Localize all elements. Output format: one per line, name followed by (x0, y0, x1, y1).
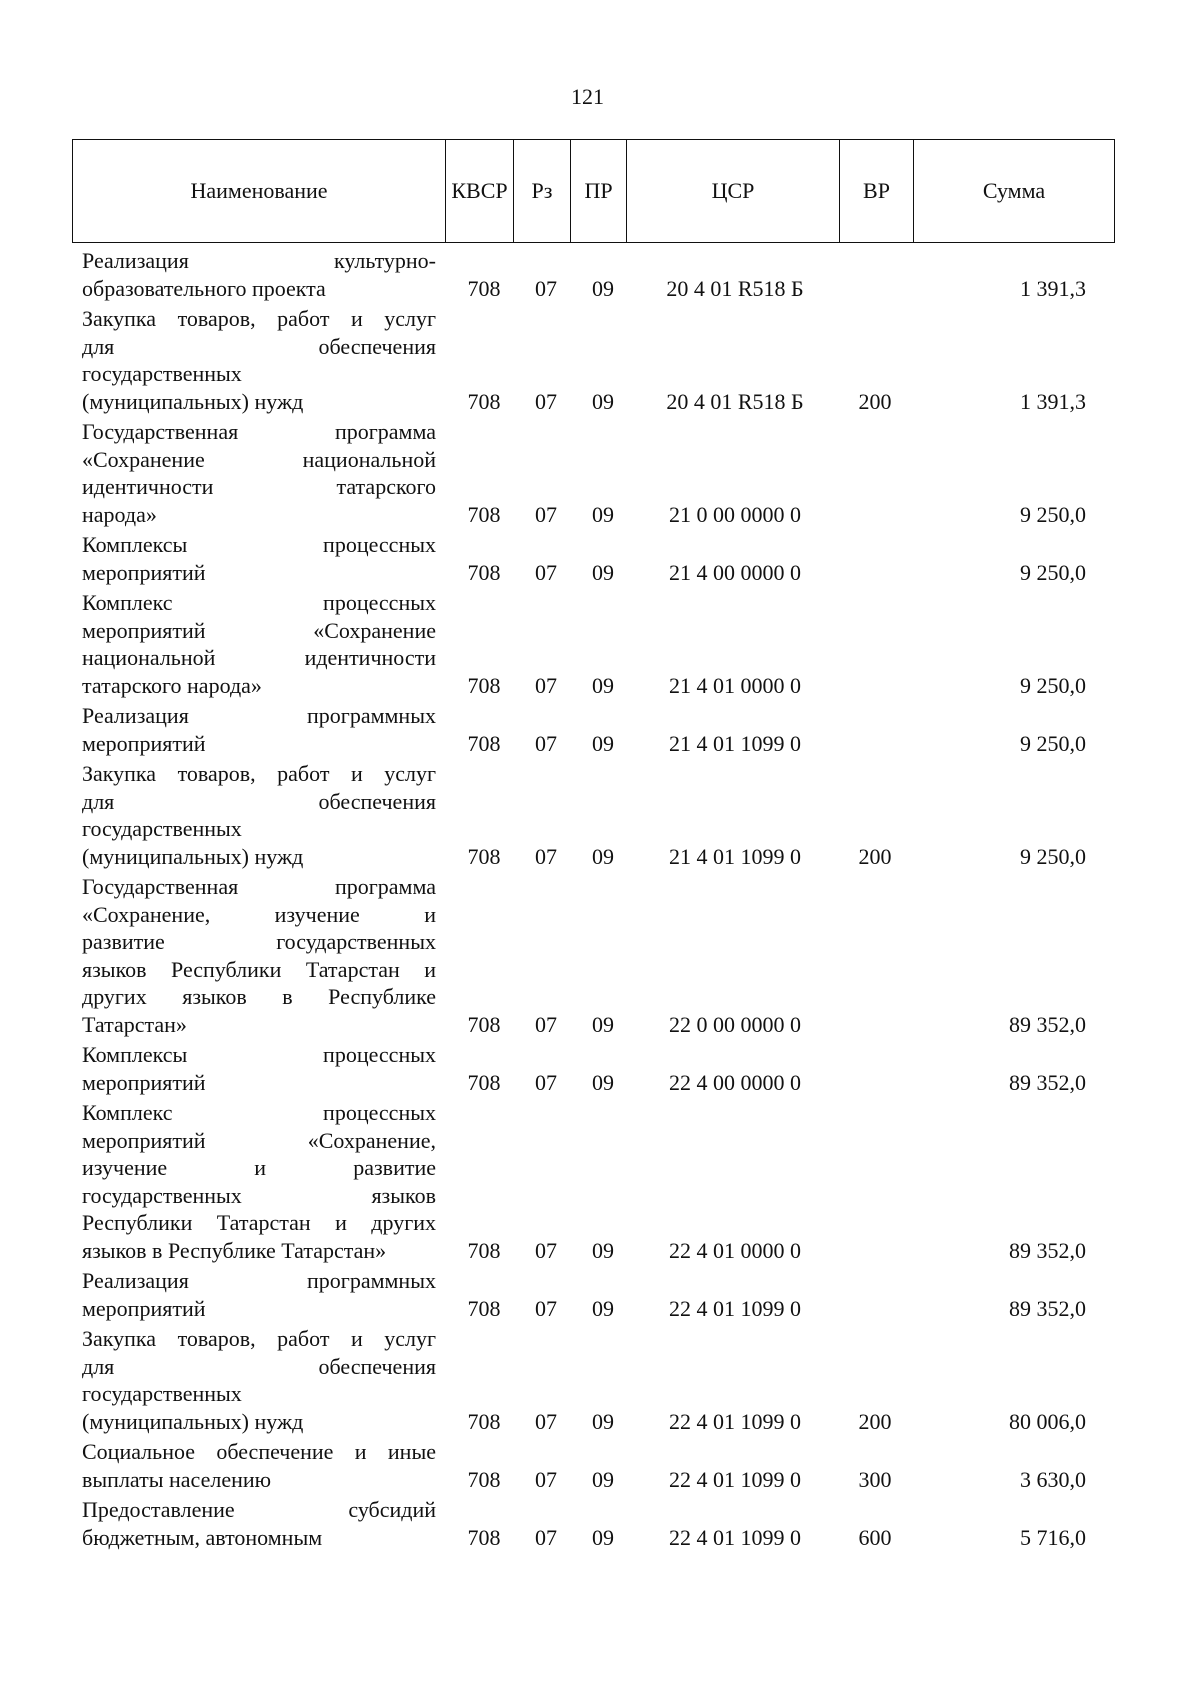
row-rz: 07 (535, 388, 557, 414)
row-sum: 89 352,0 (1009, 1011, 1086, 1037)
row-name (82, 873, 436, 1038)
row-name-line: изучение и развитие (82, 1155, 436, 1180)
row-vr: 600 (858, 1524, 892, 1550)
row-pr: 09 (592, 275, 614, 301)
row-csr: 22 4 01 1099 0 (669, 1295, 801, 1321)
row-kvsr: 708 (467, 501, 501, 527)
row-name-line: Закупка товаров, работ и услуг (82, 306, 436, 331)
row-name-line: национальной идентичности (82, 645, 436, 670)
row-sum: 89 352,0 (1009, 1069, 1086, 1095)
row-kvsr: 708 (467, 1524, 501, 1550)
row-sum: 3 630,0 (1020, 1466, 1086, 1492)
row-name-line: мероприятий (82, 1069, 206, 1095)
table-row (82, 1267, 1112, 1322)
row-name-line: Комплекс процессных (82, 1100, 436, 1125)
row-name-line: бюджетным, автономным (82, 1524, 323, 1550)
row-sum: 1 391,3 (1020, 388, 1086, 414)
row-kvsr: 708 (467, 672, 501, 698)
row-name-line: государственных языков (82, 1182, 436, 1208)
header-rz: Рз (513, 140, 570, 242)
row-rz: 07 (535, 730, 557, 756)
row-pr: 09 (592, 1069, 614, 1095)
row-pr: 09 (592, 1408, 614, 1434)
table-row (82, 1041, 1112, 1096)
row-pr: 09 (592, 388, 614, 414)
row-vr (840, 730, 910, 758)
row-pr: 09 (592, 1237, 614, 1263)
row-name-line: Комплексы процессных (82, 532, 436, 557)
row-name-line: мероприятий (82, 1295, 206, 1321)
row-rz: 07 (535, 843, 557, 869)
row-name-line: Реализация программных (82, 1268, 436, 1293)
row-sum: 89 352,0 (1009, 1237, 1086, 1263)
table-row (82, 589, 1112, 699)
row-sum: 89 352,0 (1009, 1295, 1086, 1321)
row-name (82, 1041, 436, 1096)
row-name-line: Реализация программных (82, 703, 436, 728)
table-row (82, 247, 1112, 302)
row-vr (840, 501, 910, 529)
table-body (82, 247, 1112, 1554)
row-sum: 9 250,0 (1020, 559, 1086, 585)
table-row (82, 531, 1112, 586)
row-sum: 1 391,3 (1020, 275, 1086, 301)
table-row (82, 305, 1112, 415)
row-name-line: для обеспечения (82, 333, 436, 359)
row-name-line: Татарстан» (82, 1011, 187, 1037)
row-name-line: Закупка товаров, работ и услуг (82, 1326, 436, 1351)
row-csr: 22 4 01 0000 0 (669, 1237, 801, 1263)
row-csr: 22 4 01 1099 0 (669, 1524, 801, 1550)
row-kvsr: 708 (467, 1466, 501, 1492)
row-sum: 9 250,0 (1020, 501, 1086, 527)
table-row (82, 1438, 1112, 1493)
row-vr (840, 1069, 910, 1097)
row-name-line: Предоставление субсидий (82, 1497, 436, 1522)
row-pr: 09 (592, 559, 614, 585)
row-kvsr: 708 (467, 1237, 501, 1263)
row-name (82, 1438, 436, 1493)
row-pr: 09 (592, 1466, 614, 1492)
row-sum: 5 716,0 (1020, 1524, 1086, 1550)
row-pr: 09 (592, 1011, 614, 1037)
row-sum: 80 006,0 (1009, 1408, 1086, 1434)
row-name-line: мероприятий (82, 730, 206, 756)
row-name (82, 418, 436, 528)
row-name-line: (муниципальных) нужд (82, 1408, 304, 1434)
row-kvsr: 708 (467, 1295, 501, 1321)
row-rz: 07 (535, 1069, 557, 1095)
table-header (72, 139, 1115, 243)
row-csr: 21 4 00 0000 0 (669, 559, 801, 585)
header-csr: ЦСР (626, 140, 839, 242)
row-name (82, 531, 436, 586)
header-name: Наименование (190, 178, 328, 203)
row-kvsr: 708 (467, 843, 501, 869)
row-csr: 22 4 00 0000 0 (669, 1069, 801, 1095)
row-rz: 07 (535, 1295, 557, 1321)
row-kvsr: 708 (467, 730, 501, 756)
header-pr: ПР (570, 140, 626, 242)
row-name-line: выплаты населению (82, 1466, 272, 1492)
page-number: 121 (571, 84, 604, 109)
table-row (82, 760, 1112, 870)
row-rz: 07 (535, 1011, 557, 1037)
row-name-line: государственных (82, 361, 242, 386)
row-name-line: «Сохранение, изучение и (82, 901, 436, 927)
table-row (82, 418, 1112, 528)
row-vr (840, 1237, 910, 1265)
row-rz: 07 (535, 672, 557, 698)
row-vr (840, 672, 910, 700)
row-name (82, 589, 436, 699)
row-name (82, 1325, 436, 1435)
row-name (82, 760, 436, 870)
row-rz: 07 (535, 1524, 557, 1550)
row-vr: 200 (858, 843, 892, 869)
row-vr (840, 1295, 910, 1323)
row-vr (840, 1011, 910, 1039)
row-vr: 200 (858, 1408, 892, 1434)
row-pr: 09 (592, 1295, 614, 1321)
row-name-line: образовательного проекта (82, 275, 326, 301)
row-name-line: Закупка товаров, работ и услуг (82, 761, 436, 786)
row-name-line: для обеспечения (82, 788, 436, 814)
row-csr: 21 4 01 1099 0 (669, 843, 801, 869)
row-name-line: других языков в Республике (82, 984, 436, 1009)
row-name-line: Комплексы процессных (82, 1042, 436, 1067)
row-name-line: народа» (82, 501, 157, 527)
row-name (82, 702, 436, 757)
header-vr: ВР (839, 140, 913, 242)
row-rz: 07 (535, 559, 557, 585)
row-vr: 300 (858, 1466, 892, 1492)
row-name-line: языков в Республике Татарстан» (82, 1237, 387, 1263)
row-rz: 07 (535, 275, 557, 301)
table-row (82, 873, 1112, 1038)
row-kvsr: 708 (467, 1069, 501, 1095)
row-name (82, 305, 436, 415)
table-row (82, 1099, 1112, 1264)
row-name-line: мероприятий (82, 559, 206, 585)
row-sum: 9 250,0 (1020, 730, 1086, 756)
row-rz: 07 (535, 1408, 557, 1434)
row-kvsr: 708 (467, 275, 501, 301)
row-rz: 07 (535, 501, 557, 527)
row-csr: 20 4 01 R518 Б (666, 388, 804, 414)
row-sum: 9 250,0 (1020, 843, 1086, 869)
table-row (82, 702, 1112, 757)
row-kvsr: 708 (467, 559, 501, 585)
row-name (82, 1099, 436, 1264)
table-row (82, 1496, 1112, 1551)
row-kvsr: 708 (467, 388, 501, 414)
header-kvsr: КВСР (445, 140, 513, 242)
row-name-line: государственных (82, 816, 242, 841)
row-name-line: языков Республики Татарстан и (82, 956, 436, 982)
row-name-line: идентичности татарского (82, 474, 436, 499)
row-name-line: Государственная программа (82, 419, 436, 444)
row-name-line: Социальное обеспечение и иные (82, 1439, 436, 1464)
row-csr: 21 4 01 0000 0 (669, 672, 801, 698)
row-csr: 22 4 01 1099 0 (669, 1466, 801, 1492)
row-name-line: (муниципальных) нужд (82, 388, 304, 414)
row-csr: 21 4 01 1099 0 (669, 730, 801, 756)
header-sum: Сумма (913, 140, 1114, 242)
row-pr: 09 (592, 501, 614, 527)
row-sum: 9 250,0 (1020, 672, 1086, 698)
row-vr (840, 559, 910, 587)
row-csr: 21 0 00 0000 0 (669, 501, 801, 527)
row-name-line: мероприятий «Сохранение (82, 617, 436, 643)
row-vr: 200 (858, 388, 892, 414)
row-name-line: Комплекс процессных (82, 590, 436, 615)
row-name-line: для обеспечения (82, 1353, 436, 1379)
row-name-line: государственных (82, 1381, 242, 1406)
row-name-line: (муниципальных) нужд (82, 843, 304, 869)
row-pr: 09 (592, 672, 614, 698)
row-name (82, 1267, 436, 1322)
row-csr: 22 4 01 1099 0 (669, 1408, 801, 1434)
row-pr: 09 (592, 843, 614, 869)
row-csr: 20 4 01 R518 Б (666, 275, 804, 301)
row-name-line: мероприятий «Сохранение, (82, 1127, 436, 1153)
row-rz: 07 (535, 1237, 557, 1263)
row-name-line: развитие государственных (82, 929, 436, 954)
row-name-line: Республики Татарстан и других (82, 1210, 436, 1235)
row-name (82, 1496, 436, 1551)
row-pr: 09 (592, 1524, 614, 1550)
row-name (82, 247, 436, 302)
row-csr: 22 0 00 0000 0 (669, 1011, 801, 1037)
row-pr: 09 (592, 730, 614, 756)
row-kvsr: 708 (467, 1011, 501, 1037)
row-name-line: Реализация культурно- (82, 248, 436, 273)
row-name-line: «Сохранение национальной (82, 446, 436, 472)
row-name-line: Государственная программа (82, 874, 436, 899)
row-rz: 07 (535, 1466, 557, 1492)
row-kvsr: 708 (467, 1408, 501, 1434)
row-name-line: татарского народа» (82, 672, 262, 698)
table-row (82, 1325, 1112, 1435)
row-vr (840, 275, 910, 303)
